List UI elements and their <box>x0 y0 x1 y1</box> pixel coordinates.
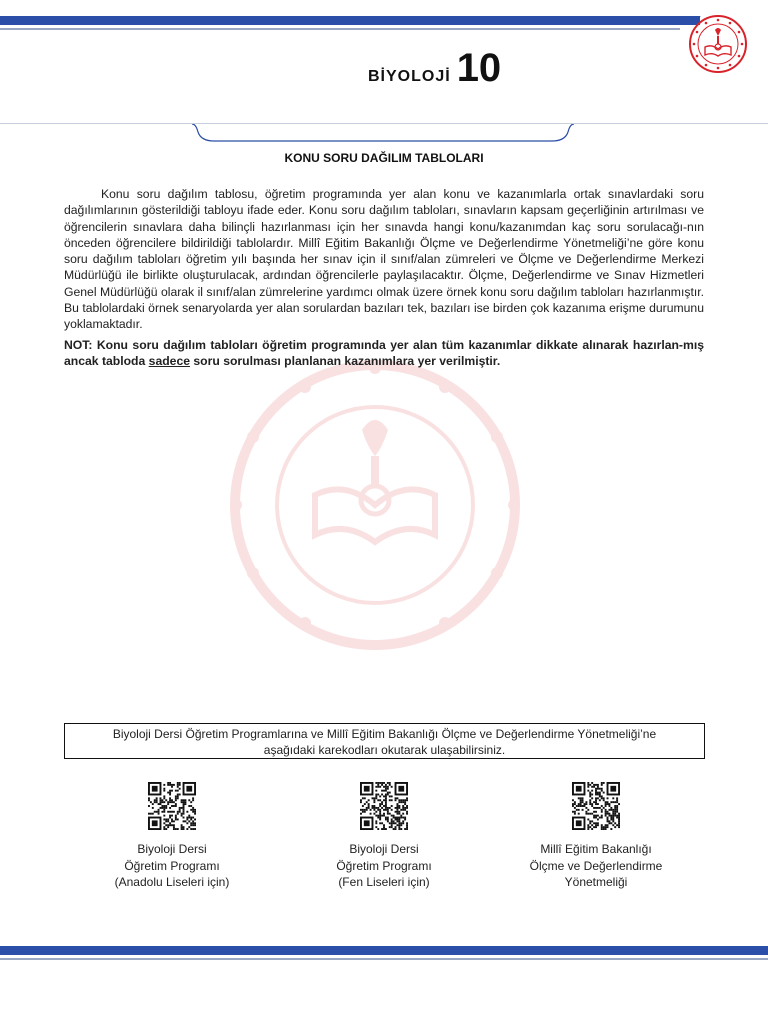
section-title: KONU SORU DAĞILIM TABLOLARI <box>284 151 484 165</box>
qr-label-line: Yönetmeliği <box>564 875 628 889</box>
bottom-accent-line <box>0 958 768 960</box>
intro-text <box>64 186 704 369</box>
qr-label-line: Ölçme ve Değerlendirme <box>529 858 663 873</box>
note-paragraph <box>64 337 704 370</box>
qr-label-line: (Fen Liseleri için) <box>338 875 430 889</box>
grade-number: 10 <box>456 46 502 90</box>
qr-label-line: Biyoloji Dersi <box>137 842 207 856</box>
qr-item-yonetmelik[interactable] <box>496 782 696 891</box>
qr-label-line: Biyoloji Dersi <box>349 842 419 856</box>
qr-label <box>72 841 272 891</box>
qr-item-fen[interactable] <box>284 782 484 891</box>
qr-label-line: Millî Eğitim Bakanlığı <box>540 842 652 856</box>
meb-logo-icon <box>688 14 748 74</box>
info-box-line-2: aşağıdaki karekodları okutarak ulaşabilirsiniz. <box>263 743 506 757</box>
qr-code-icon[interactable] <box>572 782 620 830</box>
qr-label <box>496 841 696 891</box>
qr-label-line: (Anadolu Liseleri için) <box>114 875 230 889</box>
qr-code-icon[interactable] <box>148 782 196 830</box>
note-underlined-word: sadece <box>148 353 191 368</box>
qr-item-anadolu[interactable] <box>72 782 272 891</box>
qr-label-line: Öğretim Programı <box>124 858 220 873</box>
page-header <box>368 48 501 88</box>
subject-title: BİYOLOJİ <box>368 68 451 85</box>
info-box <box>64 723 705 759</box>
qr-label-line: Öğretim Programı <box>336 858 432 873</box>
qr-label <box>284 841 484 891</box>
info-box-line-1: Biyoloji Dersi Öğretim Programlarına ve Millî Eğitim Bakanlığı Ölçme ve Değerlendirme Yönetmeliği’ne <box>112 727 657 741</box>
top-accent-bar <box>0 16 700 25</box>
qr-code-icon[interactable] <box>360 782 408 830</box>
note-text-after: soru sorulması planlanan kazanımlara yer verilmiştir. <box>190 353 501 368</box>
bottom-accent-bar <box>0 946 768 955</box>
title-tray <box>192 124 574 144</box>
meb-watermark-icon <box>210 360 540 650</box>
intro-paragraph: Konu soru dağılım tablosu, öğretim programında yer alan konu ve kazanımlarla ortak sınavlardaki soru dağılımlarının gösterildiği tabloyu ifade eder. Konu soru dağılım tabloları, sınavların kapsam geçerliğinin artırılması ve öğrencilerin sınavlara daha bilinçli hazırlanması için her sınavda hangi konu/kazanımdan kaç soru sorulacağı-nın önceden öğrencilere bildirildiği tablolardır. Millî Eğitim Bakanlığı Ölçme ve Değerlendirme Yönetmeliği’ne göre konu soru dağılım tabloları öğretim yılı başında her sınav için il sınıf/alan zümreleri ve Ölçme ve Değerlendirme Merkezi Müdürlüğü ile birlikte oluşturulacak, ardından öğrencilerle paylaşılacaktır. Ölçme, Değerlendirme ve Sınav Hizmetleri Genel Müdürlüğü olarak il sınıf/alan zümrelerine yardımcı olmak üzere örnek konu soru dağılım tabloları hazırlanmıştır. Bu tablolardaki örnek senaryolarda yer alan sorulardan bazıları tek, bazıları ise birden çok kazanıma erişme durumunu yoklamaktadır. <box>64 187 704 332</box>
top-accent-line <box>0 28 680 30</box>
note-text-before: NOT: Konu soru dağılım tabloları öğretim programında yer alan tüm kazanımlar dikkate alınarak hazırlan-mış ancak tabloda <box>64 337 704 368</box>
